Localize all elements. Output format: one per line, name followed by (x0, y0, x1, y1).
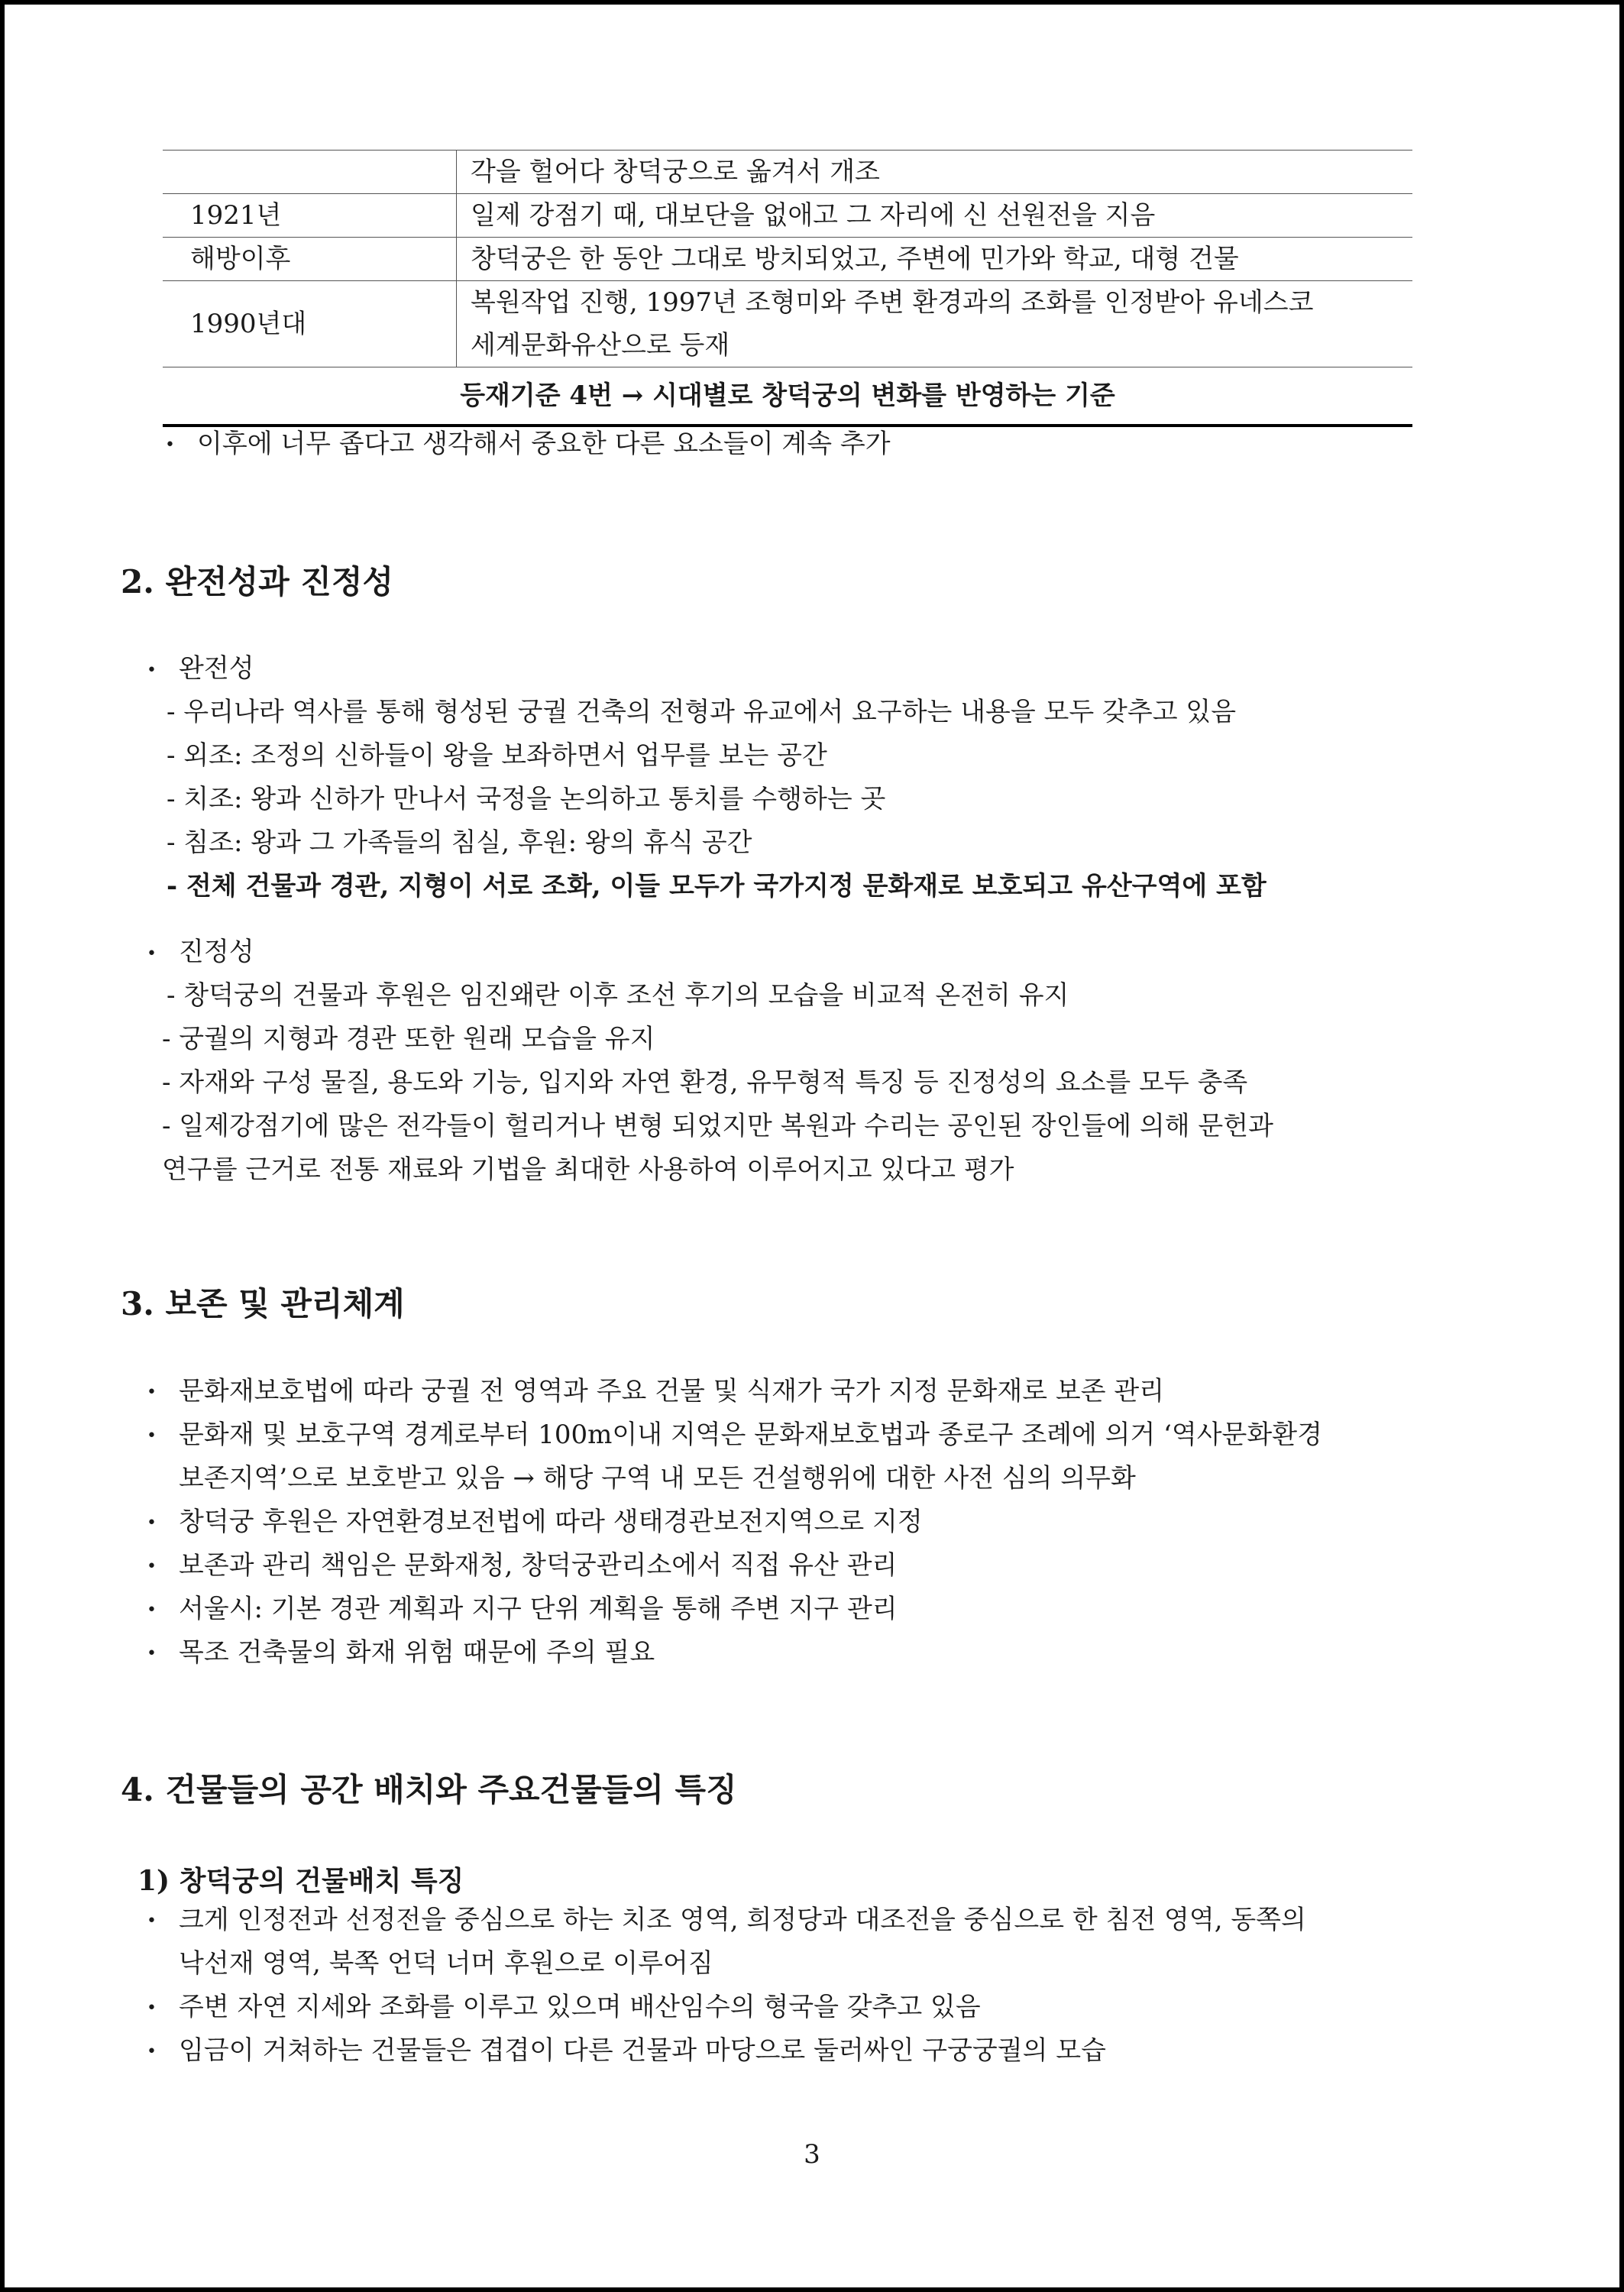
list-item: - 전체 건물과 경관, 지형이 서로 조화, 이들 모두가 국가지정 문화재로 보호되고 유산구역에 포함 (167, 871, 1267, 902)
table-desc-cell: 일제 강점기 때, 대보단을 없애고 그 자리에 신 선원전을 지음 (457, 194, 1413, 238)
table-desc-line: 세계문화유산으로 등재 (471, 330, 730, 361)
list-item: 완전성 (179, 653, 254, 684)
list-item: - 일제강점기에 많은 전각들이 헐리거나 변형 되었지만 복원과 수리는 공인된 장인들에 의해 문헌과 (162, 1111, 1273, 1141)
page-number: 3 (804, 2139, 820, 2170)
list-item: 진정성 (179, 937, 254, 967)
bullet-icon: • (147, 1601, 157, 1620)
list-item: - 침조: 왕과 그 가족들의 침실, 후원: 왕의 휴식 공간 (167, 827, 752, 858)
bullet-icon: • (147, 2042, 157, 2061)
bullet-icon: • (147, 1912, 157, 1931)
list-item: 창덕궁 후원은 자연환경보전법에 따라 생태경관보전지역으로 지정 (179, 1507, 923, 1537)
bullet-icon: • (147, 1383, 157, 1402)
list-item: 보존지역’으로 보호받고 있음 → 해당 구역 내 모든 건설행위에 대한 사전 심의 의무화 (179, 1463, 1136, 1494)
bullet-icon: • (147, 1999, 157, 2018)
history-table (163, 150, 1412, 427)
section-title: 3. 보존 및 관리체계 (121, 1285, 405, 1322)
list-item: 목조 건축물의 화재 위험 때문에 주의 필요 (179, 1637, 655, 1668)
list-item: 문화재 및 보호구역 경계로부터 100m이내 지역은 문화재보호법과 종로구 조례에 의거 ‘역사문화환경 (179, 1420, 1322, 1450)
table-year-cell: 1990년대 (163, 281, 457, 367)
table-year-cell: 1921년 (163, 194, 457, 238)
table-year-cell (163, 151, 457, 194)
table-row (163, 151, 1412, 194)
list-item: - 창덕궁의 건물과 후원은 임진왜란 이후 조선 후기의 모습을 비교적 온전히 유지 (167, 980, 1069, 1011)
bullet-icon: • (147, 1644, 157, 1663)
section-title: 4. 건물들의 공간 배치와 주요건물들의 특징 (121, 1771, 737, 1808)
list-item: - 치조: 왕과 신하가 만나서 국정을 논의하고 통치를 수행하는 곳 (167, 784, 886, 814)
list-item: - 궁궐의 지형과 경관 또한 원래 모습을 유지 (162, 1024, 655, 1054)
list-item: - 자재와 구성 물질, 용도와 기능, 입지와 자연 환경, 유무형적 특징 등 진정성의 요소를 모두 충족 (162, 1067, 1248, 1098)
table-row (163, 194, 1412, 238)
bullet-icon: • (165, 435, 175, 455)
bullet-icon: • (147, 661, 157, 680)
table-desc-cell (457, 281, 1413, 367)
list-item: - 우리나라 역사를 통해 형성된 궁궐 건축의 전형과 유교에서 요구하는 내용을 모두 갖추고 있음 (167, 697, 1237, 727)
table-footer-row (163, 367, 1412, 426)
list-item: - 외조: 조정의 신하들이 왕을 보좌하면서 업무를 보는 공간 (167, 740, 827, 771)
list-item: 연구를 근거로 전통 재료와 기법을 최대한 사용하여 이루어지고 있다고 평가 (162, 1154, 1014, 1185)
list-item: 보존과 관리 책임은 문화재청, 창덕궁관리소에서 직접 유산 관리 (179, 1550, 898, 1581)
bullet-icon: • (147, 1513, 157, 1533)
list-item: 낙선재 영역, 북쪽 언덕 너머 후원으로 이루어짐 (179, 1948, 713, 1979)
bullet-icon: • (147, 1426, 157, 1445)
list-item: 주변 자연 지세와 조화를 이루고 있으며 배산임수의 형국을 갖추고 있음 (179, 1992, 981, 2022)
list-item: 서울시: 기본 경관 계획과 지구 단위 계획을 통해 주변 지구 관리 (179, 1594, 898, 1624)
bullet-icon: • (147, 944, 157, 963)
list-item: 임금이 거쳐하는 건물들은 겹겹이 다른 건물과 마당으로 둘러싸인 구궁궁궐의 모습 (179, 2035, 1106, 2066)
list-item: 크게 인정전과 선정전을 중심으로 하는 치조 영역, 희정당과 대조전을 중심으로 한 침전 영역, 동쪽의 (179, 1905, 1306, 1935)
table-footer: 등재기준 4번 → 시대별로 창덕궁의 변화를 반영하는 기준 (163, 367, 1412, 426)
list-item: 이후에 너무 좁다고 생각해서 중요한 다른 요소들이 계속 추가 (197, 429, 891, 459)
subsection-title: 1) 창덕궁의 건물배치 특징 (137, 1865, 464, 1897)
table-desc-cell: 창덕궁은 한 동안 그대로 방치되었고, 주변에 민가와 학교, 대형 건물 (457, 238, 1413, 281)
table-desc-line: 복원작업 진행, 1997년 조형미와 주변 환경과의 조화를 인정받아 유네스코 (471, 287, 1314, 318)
section-title: 2. 완전성과 진정성 (121, 563, 394, 601)
bullet-icon: • (147, 1557, 157, 1576)
table-row (163, 238, 1412, 281)
list-item: 문화재보호법에 따라 궁궐 전 영역과 주요 건물 및 식재가 국가 지정 문화재로 보존 관리 (179, 1376, 1165, 1407)
table-row (163, 281, 1412, 367)
table-desc-cell: 각을 헐어다 창덕궁으로 옮겨서 개조 (457, 151, 1413, 194)
table-year-cell: 해방이후 (163, 238, 457, 281)
